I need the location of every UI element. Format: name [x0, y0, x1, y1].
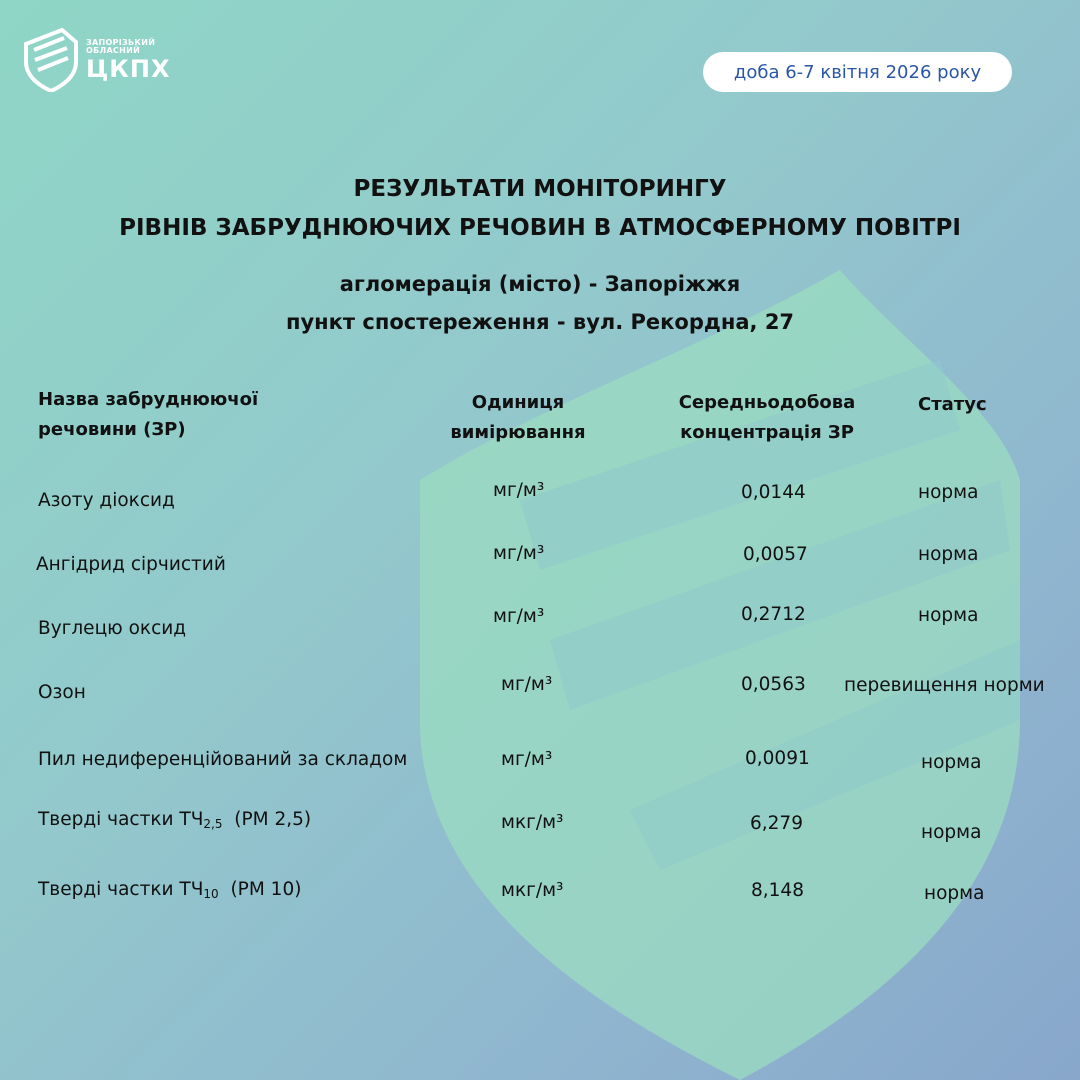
logo-line-2: ОБЛАСНИЙ [86, 46, 141, 55]
row-4-name: Озон [38, 682, 86, 703]
row-4-value: 0,0563 [741, 674, 806, 695]
title-line-2: РІВНІВ ЗАБРУДНЮЮЧИХ РЕЧОВИН В АТМОСФЕРНОМУ ПОВІТРІ [119, 215, 961, 241]
location-line-1: агломерація (місто) - Запоріжжя [339, 272, 741, 296]
row-1-status: норма [918, 482, 979, 503]
row-7-value: 8,148 [751, 880, 804, 901]
row-7-status: норма [924, 883, 985, 904]
row-3-unit: мг/м³ [493, 606, 545, 627]
row-5-unit: мг/м³ [501, 749, 553, 770]
row-3-name: Вуглецю оксид [38, 618, 187, 639]
logo-name: ЦКПХ [86, 55, 171, 83]
header-unit: Одиниця вимірювання [450, 392, 586, 443]
header-status: Статус [918, 394, 987, 415]
row-7-unit: мкг/м³ [501, 880, 564, 901]
header-name: Назва забруднюючої речовини (ЗР) [38, 389, 259, 440]
row-2-name: Ангідрид сірчистий [36, 554, 226, 575]
row-3-status: норма [918, 605, 979, 626]
row-3-value: 0,2712 [741, 604, 806, 625]
row-4-status: перевищення норми [844, 675, 1045, 696]
row-4-unit: мг/м³ [501, 674, 553, 695]
row-1-name: Азоту діоксид [38, 490, 175, 511]
row-1-value: 0,0144 [741, 482, 806, 503]
shield-logo-icon [22, 28, 80, 92]
row-5-name: Пил недиференційований за складом [38, 749, 408, 770]
logo [22, 28, 170, 92]
row-2-unit: мг/м³ [493, 543, 545, 564]
row-6-status: норма [921, 822, 982, 843]
row-5-status: норма [921, 752, 982, 773]
row-6-unit: мкг/м³ [501, 812, 564, 833]
row-1-unit: мг/м³ [493, 480, 545, 501]
location-line-2: пункт спостереження - вул. Рекордна, 27 [285, 310, 795, 334]
row-5-value: 0,0091 [745, 748, 810, 769]
header-concentration: Середньодобова концентрація ЗР [678, 392, 856, 443]
row-2-value: 0,0057 [743, 544, 808, 565]
date-badge: доба 6-7 квітня 2026 року [703, 52, 1012, 92]
background-shield-graphic [400, 250, 1040, 1080]
row-7-name: Тверді частки ТЧ10 (РМ 10) [38, 879, 302, 901]
title-line-1: РЕЗУЛЬТАТИ МОНІТОРИНГУ [353, 176, 727, 202]
row-6-value: 6,279 [750, 813, 803, 834]
row-6-name: Тверді частки ТЧ2,5 (РМ 2,5) [38, 809, 312, 831]
row-2-status: норма [918, 544, 979, 565]
logo-line-1: ЗАПОРІЗЬКИЙ [86, 38, 156, 47]
